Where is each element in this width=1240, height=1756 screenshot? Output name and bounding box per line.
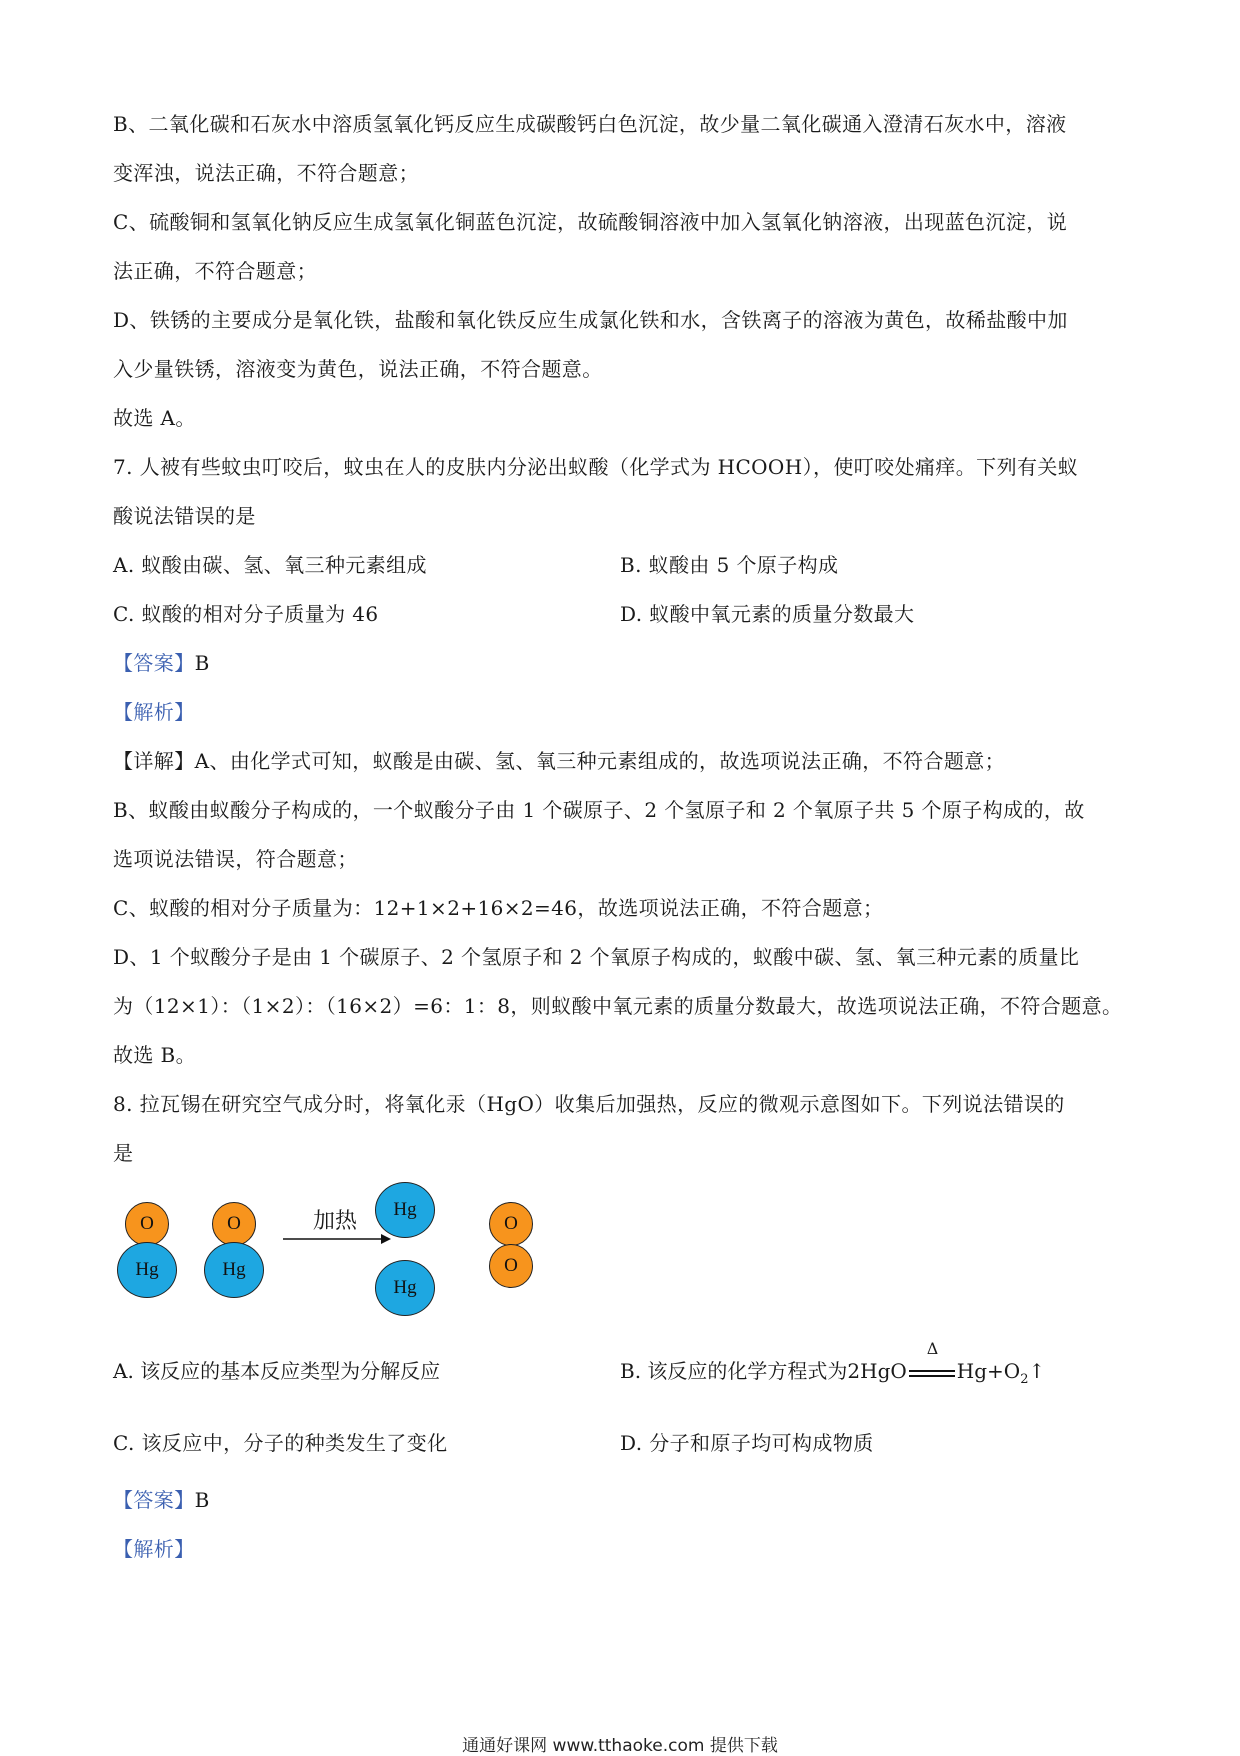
- answer-label: 【答案】: [113, 1488, 195, 1512]
- option-c: C. 蚁酸的相对分子质量为 46: [113, 602, 379, 626]
- option-d: D. 蚁酸中氧元素的质量分数最大: [620, 602, 915, 626]
- analysis-line: [113, 1525, 1133, 1574]
- paragraph-line: C、硫酸铜和氢氧化钠反应生成氢氧化铜蓝色沉淀，故硫酸铜溶液中加入氢氧化钠溶液，出现蓝色沉淀，说: [113, 210, 1068, 234]
- subscript: 2: [1020, 1372, 1029, 1387]
- mercury-atom: Hg: [375, 1260, 435, 1316]
- oxygen-atom: O: [489, 1244, 533, 1288]
- detail-line: C、蚁酸的相对分子质量为：12+1×2+16×2=46，故选项说法正确，不符合题意；: [113, 896, 884, 920]
- question-stem: 8. 拉瓦锡在研究空气成分时，将氧化汞（HgO）收集后加强热，反应的微观示意图如下。下列说法错误的: [113, 1092, 1065, 1116]
- options-row: [113, 590, 1133, 639]
- option-d: D. 分子和原子均可构成物质: [620, 1431, 874, 1455]
- mercury-atom: Hg: [204, 1242, 264, 1298]
- question-stem: 是: [113, 1141, 134, 1165]
- equation-rhs: Hg+O: [956, 1359, 1021, 1383]
- paragraph-line: 变浑浊，说法正确，不符合题意；: [113, 161, 419, 185]
- question-stem: 7. 人被有些蚊虫叮咬后，蚊虫在人的皮肤内分泌出蚁酸（化学式为 HCOOH），使叮咬处痛痒。下列有关蚁: [113, 455, 1079, 479]
- oxygen-atom: O: [125, 1202, 169, 1246]
- paragraph-line: D、铁锈的主要成分是氧化铁，盐酸和氧化铁反应生成氯化铁和水，含铁离子的溶液为黄色，故稀盐酸中加: [113, 308, 1068, 332]
- option-b: B. 蚁酸由 5 个原子构成: [620, 553, 839, 577]
- detail-line: D、1 个蚁酸分子是由 1 个碳原子、2 个氢原子和 2 个氧原子构成的，蚁酸中碳、氢、氧三种元素的质量比: [113, 945, 1080, 969]
- question-stem: 酸说法错误的是: [113, 504, 256, 528]
- chemical-equation: [847, 1332, 1045, 1419]
- detail-line: 【详解】A、由化学式可知，蚁酸是由碳、氢、氧三种元素组成的，故选项说法正确，不符合题意；: [113, 749, 1006, 773]
- answer-value: B: [194, 1488, 210, 1512]
- answer-line: [113, 639, 1133, 688]
- heat-label: 加热: [313, 1209, 358, 1234]
- mercury-atom: Hg: [375, 1182, 435, 1238]
- answer-line: [113, 1476, 1133, 1525]
- oxygen-atom: O: [489, 1202, 533, 1246]
- paragraph-line: 法正确，不符合题意；: [113, 259, 317, 283]
- detail-line: 为（12×1）：（1×2）：（16×2）=6：1：8，则蚁酸中氧元素的质量分数最大，故选项说法正确，不符合题意。: [113, 994, 1123, 1018]
- option-b: [620, 1332, 1045, 1410]
- options-row: [113, 1332, 1133, 1410]
- option-c: C. 该反应中，分子的种类发生了变化: [113, 1431, 448, 1455]
- equation-sign: [909, 1338, 955, 1383]
- gas-arrow-icon: ↑: [1028, 1359, 1046, 1383]
- option-a: A. 该反应的基本反应类型为分解反应: [113, 1359, 441, 1383]
- options-row: [113, 541, 1133, 590]
- equation-lhs: 2HgO: [847, 1359, 907, 1383]
- options-row: [113, 1410, 1133, 1476]
- analysis-label: 【解析】: [113, 700, 195, 724]
- option-a: A. 蚁酸由碳、氢、氧三种元素组成: [113, 553, 427, 577]
- analysis-line: [113, 688, 1133, 737]
- analysis-label: 【解析】: [113, 1537, 195, 1561]
- mercury-atom: Hg: [117, 1242, 177, 1298]
- detail-line: 选项说法错误，符合题意；: [113, 847, 358, 871]
- detail-line: 故选 B。: [113, 1043, 197, 1067]
- page-content: [113, 100, 1133, 1574]
- question-8: [113, 1080, 1133, 1574]
- prev-question-analysis: [113, 100, 1133, 443]
- oxygen-atom: O: [212, 1202, 256, 1246]
- reaction-diagram: [113, 1182, 1133, 1332]
- answer-label: 【答案】: [113, 651, 195, 675]
- paragraph-line: B、二氧化碳和石灰水中溶质氢氧化钙反应生成碳酸钙白色沉淀，故少量二氧化碳通入澄清石灰水中，溶液: [113, 112, 1067, 136]
- paragraph-line: 入少量铁锈，溶液变为黄色，说法正确，不符合题意。: [113, 357, 603, 381]
- question-7: [113, 443, 1133, 1080]
- reaction-arrow-icon: [283, 1232, 393, 1246]
- page-footer: 通通好课网 www.tthaoke.com 提供下载: [462, 1736, 778, 1756]
- heat-symbol: Δ: [926, 1338, 939, 1358]
- answer-value: B: [194, 651, 210, 675]
- paragraph-line: 故选 A。: [113, 406, 196, 430]
- detail-line: B、蚁酸由蚁酸分子构成的，一个蚁酸分子由 1 个碳原子、2 个氢原子和 2 个氧原子共 5 个原子构成的，故: [113, 798, 1085, 822]
- option-b-text: B. 该反应的化学方程式为: [620, 1359, 848, 1383]
